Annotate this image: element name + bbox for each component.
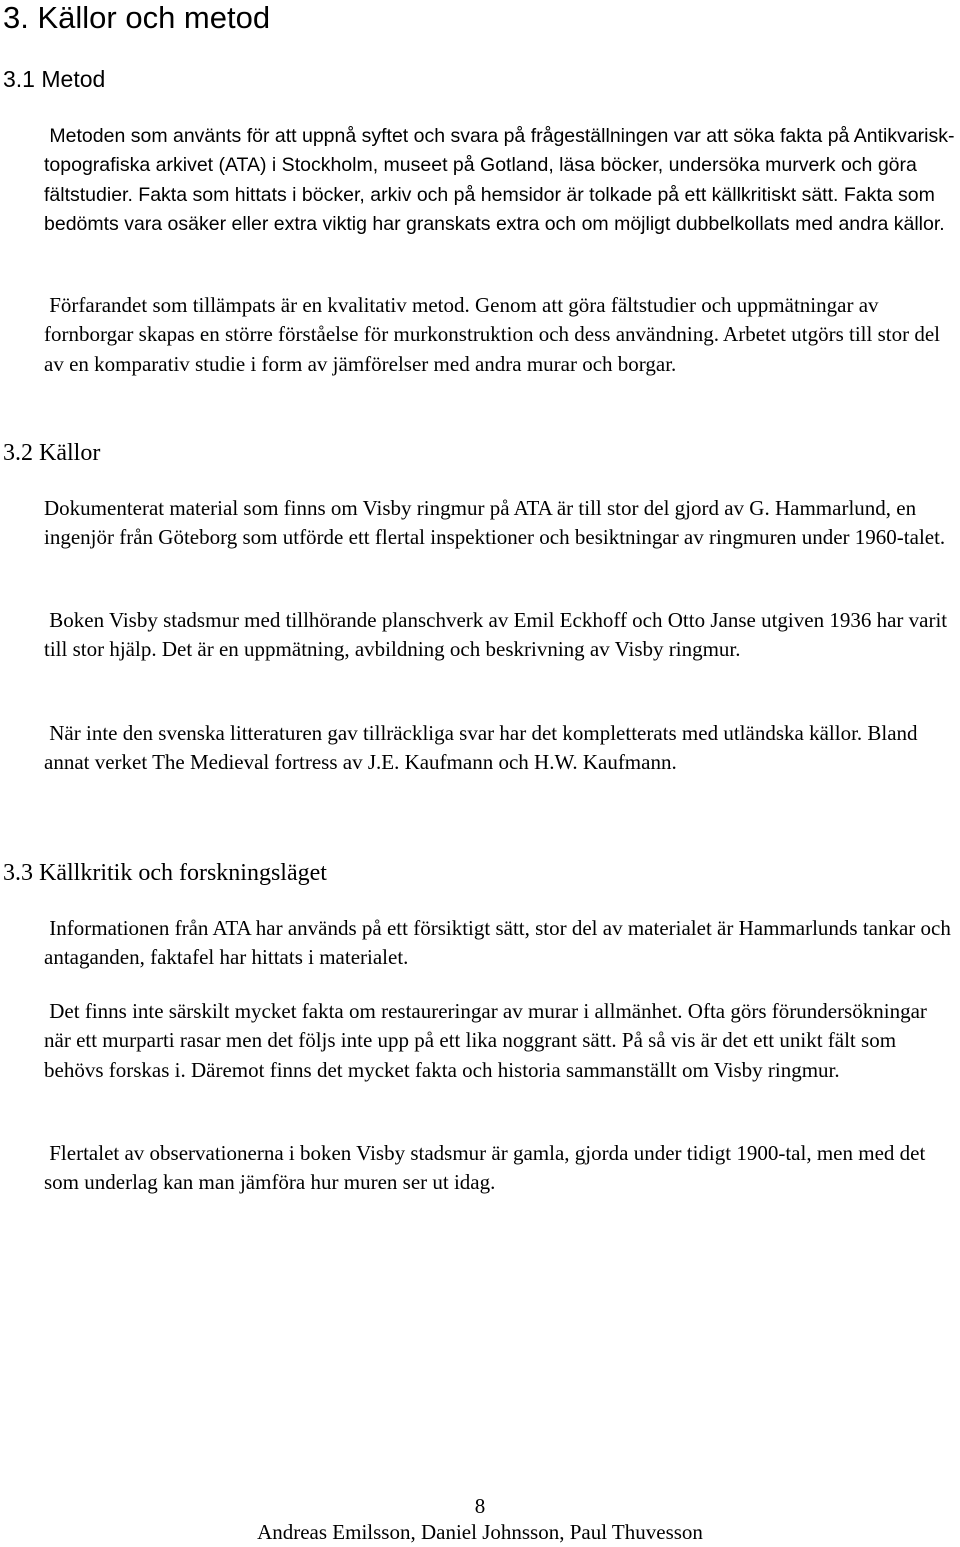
paragraph-kallor-1: Dokumenterat material som finns om Visby ringmur på ATA är till stor del gjord av G. Hammarlund, en ingenjör från Göteborg som utförde ett flertal inspektioner och besiktningar av ringmuren under 1960-talet. [44,496,946,550]
section-heading-kallor: 3.2 Källor [3,440,101,466]
footer-authors: Andreas Emilsson, Daniel Johnsson, Paul Thuvesson [257,1520,703,1544]
section-heading-kallkritik: 3.3 Källkritik och forskningsläget [3,860,327,886]
paragraph-kallkritik-3: Flertalet av observationerna i boken Visby stadsmur är gamla, gjorda under tidigt 1900-tal, men med det som underlag kan man jämföra hur muren ser ut idag. [44,1141,931,1195]
paragraph-metod-2: Förfarandet som tillämpats är en kvalitativ metod. Genom att göra fältstudier och uppmätningar av fornborgar skapas en större förståelse för murkonstruktion och dess användning. Arbetet utgörs till stor del av en komparativ studie i form av jämförelser med andra murar och borgar. [44,293,946,376]
page-number: 8 [474,1494,486,1518]
section-heading-metod: 3.1 Metod [3,66,106,92]
chapter-title: 3. Källor och metod [3,0,271,35]
paragraph-kallkritik-2: Det finns inte särskilt mycket fakta om restaureringar av murar i allmänhet. Ofta görs förundersökningar när ett murparti rasar men det följs inte upp på ett lika noggrant sätt. På så vis är det ett unikt fält som behövs forskas i. Däremot finns det mycket fakta och historia sammanställt om Visby ringmur. [44,999,933,1082]
paragraph-kallor-3: När inte den svenska litteraturen gav tillräckliga svar har det kompletterats med utländska källor. Bland annat verket The Medieval fortress av J.E. Kaufmann och H.W. Kaufmann. [44,721,923,775]
paragraph-metod-1: Metoden som använts för att uppnå syftet och svara på frågeställningen var att söka fakta på Antikvarisk-topografiska arkivet (ATA) i Stockholm, museet på Gotland, läsa böcker, undersöka murverk och göra fältstudier. Fakta som hittats i böcker, arkiv och på hemsidor är tolkade på ett källkritiskt sätt. Fakta som bedömts vara osäker eller extra viktig har granskats extra och om möjligt dubbelkollats med andra källor. [44,125,955,236]
paragraph-kallor-2: Boken Visby stadsmur med tillhörande planschverk av Emil Eckhoff och Otto Janse utgiven 1936 har varit till stor hjälp. Det är en uppmätning, avbildning och beskrivning av Visby ringmur. [44,608,953,662]
paragraph-kallkritik-1: Informationen från ATA har används på ett försiktigt sätt, stor del av materialet är Hammarlunds tankar och antaganden, faktafel har hittats i materialet. [44,916,957,970]
